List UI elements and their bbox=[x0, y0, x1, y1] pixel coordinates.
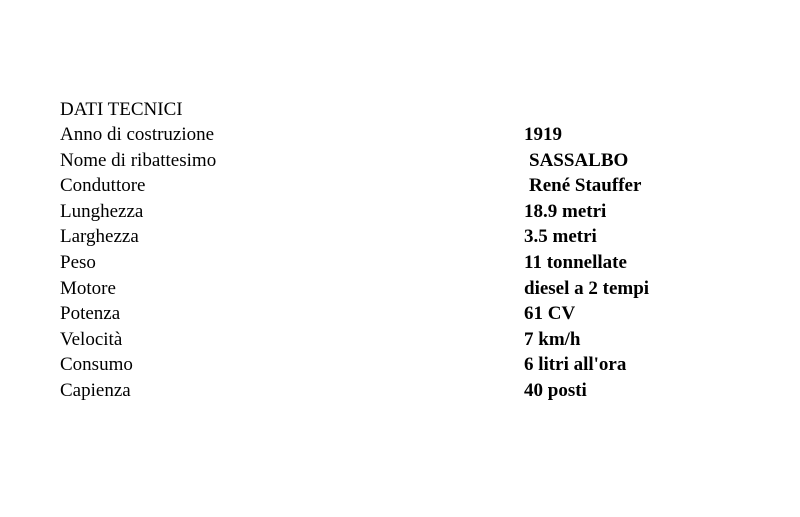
spec-value: 3.5 metri bbox=[524, 226, 597, 248]
spec-row-motore bbox=[60, 276, 760, 302]
spec-value: diesel a 2 tempi bbox=[524, 277, 650, 299]
spec-label: Potenza bbox=[60, 303, 121, 325]
spec-row-velocita bbox=[60, 327, 760, 353]
spec-row-peso bbox=[60, 250, 760, 276]
spec-label: Conduttore bbox=[60, 175, 146, 197]
section-heading: DATI TECNICI bbox=[60, 99, 183, 120]
spec-label: Motore bbox=[60, 277, 116, 299]
spec-label: Lunghezza bbox=[60, 200, 144, 222]
spec-label: Consumo bbox=[60, 354, 133, 376]
spec-row-capienza bbox=[60, 378, 760, 404]
spec-row-anno bbox=[60, 122, 760, 148]
spec-label: Nome di ribattesimo bbox=[60, 149, 217, 171]
spec-label: Anno di costruzione bbox=[60, 124, 215, 145]
spec-row-conduttore bbox=[60, 173, 760, 199]
spec-label: Peso bbox=[60, 251, 96, 273]
spec-row-lunghezza bbox=[60, 199, 760, 225]
spec-value: 61 CV bbox=[524, 303, 576, 325]
spec-value: 6 litri all'ora bbox=[524, 354, 627, 376]
spec-label: Larghezza bbox=[60, 226, 139, 248]
spec-label: Capienza bbox=[60, 379, 131, 401]
spec-row-potenza bbox=[60, 301, 760, 327]
spec-value: 7 km/h bbox=[524, 328, 581, 350]
spec-row-nome bbox=[60, 148, 760, 174]
spec-value: 11 tonnellate bbox=[524, 251, 627, 273]
spec-value: SASSALBO bbox=[529, 149, 629, 171]
spec-value: 18.9 metri bbox=[524, 200, 607, 222]
spec-row-consumo bbox=[60, 352, 760, 378]
specs-table bbox=[60, 122, 760, 404]
spec-row-larghezza bbox=[60, 224, 760, 250]
spec-value: 40 posti bbox=[524, 379, 587, 401]
spec-value: René Stauffer bbox=[529, 175, 642, 197]
spec-value: 1919 bbox=[524, 124, 562, 145]
spec-label: Velocità bbox=[60, 328, 123, 350]
